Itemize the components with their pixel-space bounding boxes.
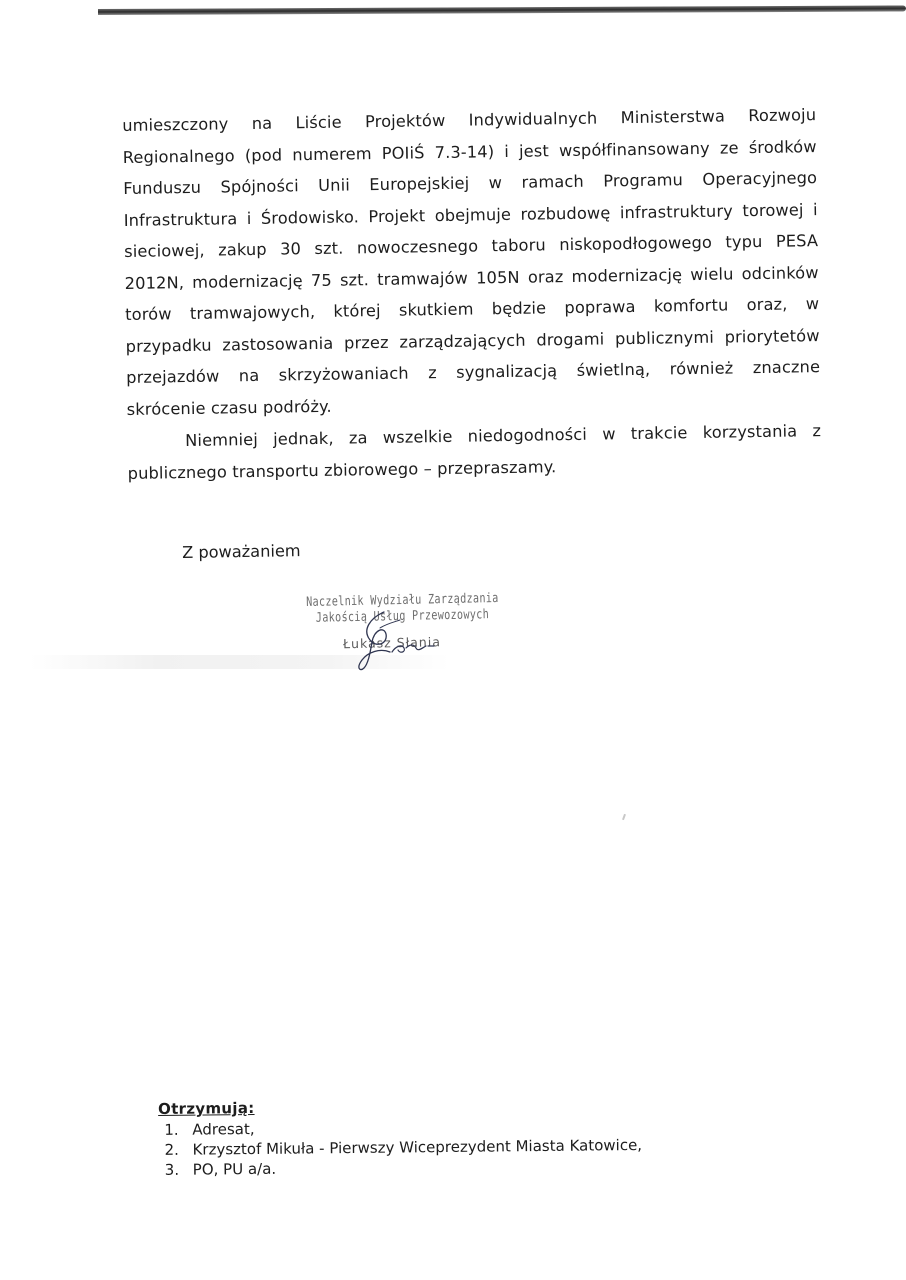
body-line: umieszczony na Liście Projektów Indywidualnych Ministerstwa Rozwoju [122, 105, 817, 135]
body-line: Niemniej jednak, za wszelkie niedogodności w trakcie korzystania z [185, 421, 822, 451]
stamp-title-line-1: Naczelnik Wydziału Zarządzania [306, 590, 499, 610]
list-item-text: Krzysztof Mikuła - Pierwszy Wiceprezydent Miasta Katowice, [192, 1135, 643, 1159]
list-item-number: 2. [164, 1140, 179, 1159]
body-line: skrócenie czasu podróży. [126, 396, 332, 419]
body-line: publicznego transportu zbiorowego – przepraszamy. [127, 456, 557, 483]
paragraph-2 [127, 415, 822, 489]
stamp-signatory-name: Łukasz Słania [342, 634, 442, 652]
recipients-list [158, 1114, 719, 1180]
recipients-section [158, 1094, 719, 1180]
letter-body [122, 99, 822, 489]
stamp-title-line-2: Jakością Usług Przewozowych [315, 607, 490, 626]
closing-greeting: Z poważaniem [182, 541, 301, 562]
list-item-number: 1. [164, 1120, 179, 1139]
body-line: Infrastruktura i Środowisko. Projekt obejmuje rozbudowę infrastruktury torowej i [123, 199, 818, 230]
list-item-text: Adresat, [192, 1119, 255, 1139]
body-line: torów tramwajowych, której skutkiem będzie poprawa komfortu oraz, w [125, 294, 820, 324]
body-line: 2012N, modernizację 75 szt. tramwajów 105N oraz modernizację wielu odcinków [124, 262, 819, 293]
recipients-heading: Otrzymują: [158, 1098, 255, 1118]
page-top-rule [98, 5, 906, 15]
body-line: sieciowej, zakup 30 szt. nowoczesnego taboru niskopodłogowego typu PESA [124, 231, 819, 261]
body-line: Funduszu Spójności Unii Europejskiej w ramach Programu Operacyjnego [123, 168, 818, 198]
paragraph-1 [122, 99, 821, 425]
body-line: przypadku zastosowania przez zarządzających drogami publicznymi priorytetów [125, 325, 820, 356]
body-line: Regionalnego (pod numerem POIiŚ 7.3-14) i jest współfinansowany ze środków [122, 136, 817, 167]
list-item-number: 3. [164, 1160, 180, 1179]
body-line: przejazdów na skrzyżowaniach z sygnalizacją świetlną, również znaczne [126, 357, 821, 387]
scan-speck [622, 814, 626, 820]
list-item-text: PO, PU a/a. [192, 1159, 277, 1179]
handwritten-signature [340, 608, 450, 680]
